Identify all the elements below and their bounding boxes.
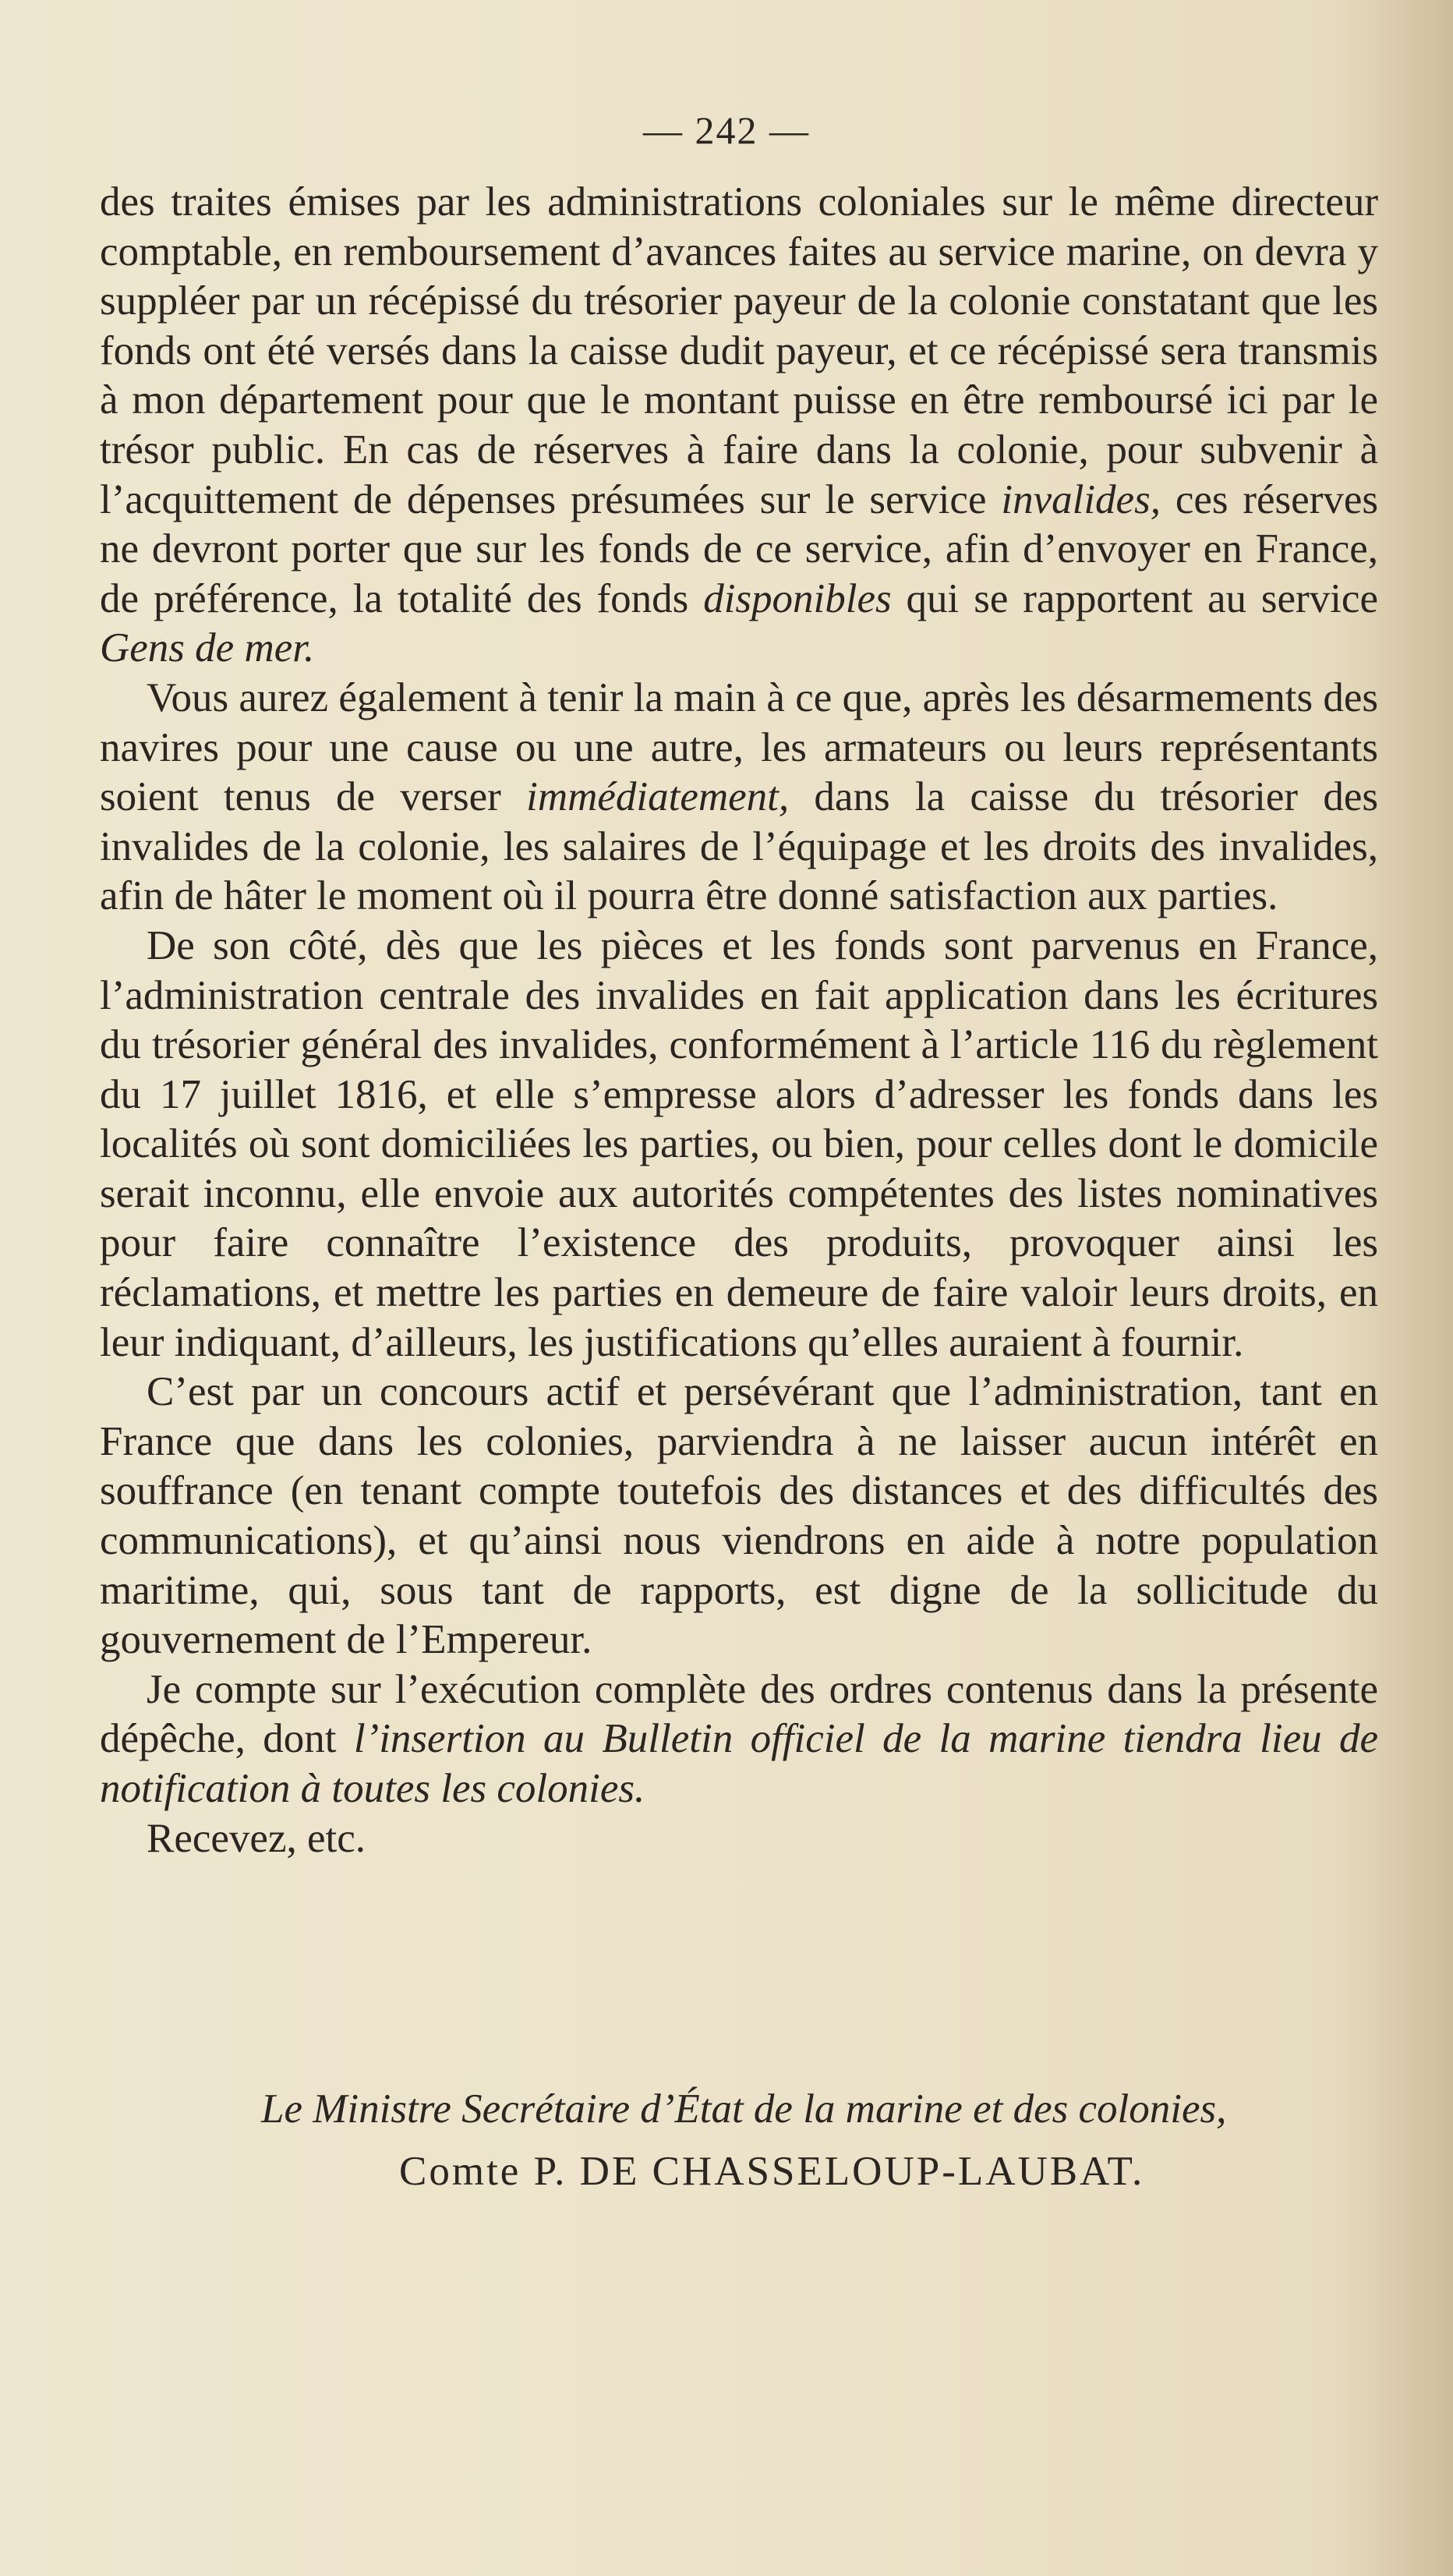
paragraph xyxy=(100,1368,1378,1665)
paragraph xyxy=(100,674,1378,922)
italic-text-segment: l’insertion au Bulletin officiel de la marine tiendra lieu de notification à toutes les colonies. xyxy=(100,1716,1378,1811)
paragraph xyxy=(100,178,1378,674)
text-segment: des traites émises par les administrations coloniales sur le même directeur comptable, en remboursement d’avances faites au service marine, on devra y suppléer par un récépissé du trésorier payeur de la colonie constatant que les fonds ont été versés dans la caisse dudit payeur, et ce récépissé sera transmis à mon département pour que le montant puisse en être remboursé ici par le trésor public. En cas de réserves à faire dans la colonie, pour subvenir à l’acquittement de dépenses présumées sur le service xyxy=(100,179,1378,522)
body-text xyxy=(100,178,1378,1863)
italic-text-segment: disponibles xyxy=(703,575,892,621)
signatory-title: Le Ministre Secrétaire d’État de la marine et des colonies, xyxy=(261,2086,1227,2132)
italic-text-segment: invalides, xyxy=(1001,476,1161,522)
paragraph xyxy=(100,1665,1378,1814)
italic-text-segment: Gens de mer. xyxy=(100,625,315,671)
text-segment: qui se rapportent au service xyxy=(891,575,1378,621)
text-segment: C’est par un concours actif et persévérant que l’administration, tant en France que dans les colonies, parviendra à ne laisser aucun intérêt en souffrance (en tenant compte toutefois des distances et des difficultés des communications), et qu’ainsi nous viendrons en aide à notre population maritime, qui, sous tant de rapports, est digne de la sollicitude du gouvernement de l’Empereur. xyxy=(100,1369,1378,1663)
text-segment: ces réserves ne devront porter que sur les fonds de ce service, afin d’envoyer en France, de préférence, la totalité des fonds xyxy=(100,476,1378,621)
paragraph xyxy=(100,922,1378,1368)
italic-text-segment: immédiatement, xyxy=(526,774,790,820)
page-number: — 242 — xyxy=(643,108,810,152)
paragraph xyxy=(100,1814,1378,1864)
text-segment: De son côté, dès que les pièces et les fonds sont parvenus en France, l’administration centrale des invalides en fait application dans les écritures du trésorier général des invalides, conformément à l’article 116 du règlement du 17 juillet 1816, et elle s’empresse alors d’adresser les fonds dans les localités où sont domiciliées les parties, ou bien, pour celles dont le domicile serait inconnu, elle envoie aux autorités compétentes des listes nominatives pour faire connaître l’existence des produits, provoquer ainsi les réclamations, et mettre les parties en demeure de faire valoir leurs droits, en leur indiquant, d’ailleurs, les justifications qu’elles auraient à fournir. xyxy=(100,922,1378,1365)
text-segment: Recevez, etc. xyxy=(147,1815,366,1861)
text-segment: dans la caisse du trésorier des invalides de la colonie, les salaires de l’équipage et les droits des invalides, afin de hâter le moment où il pourra être donné satisfaction aux parties. xyxy=(100,774,1378,919)
signatory-name: Comte P. DE CHASSELOUP-LAUBAT. xyxy=(399,2149,1145,2194)
text-segment: Vous aurez également à tenir la main à ce que, après les désarmements des navires pour une cause ou une autre, les armateurs ou leurs représentants soient tenus de verser xyxy=(100,674,1378,820)
text-segment: Je compte sur l’exécution complète des ordres contenus dans la présente dépêche, dont xyxy=(100,1666,1378,1762)
